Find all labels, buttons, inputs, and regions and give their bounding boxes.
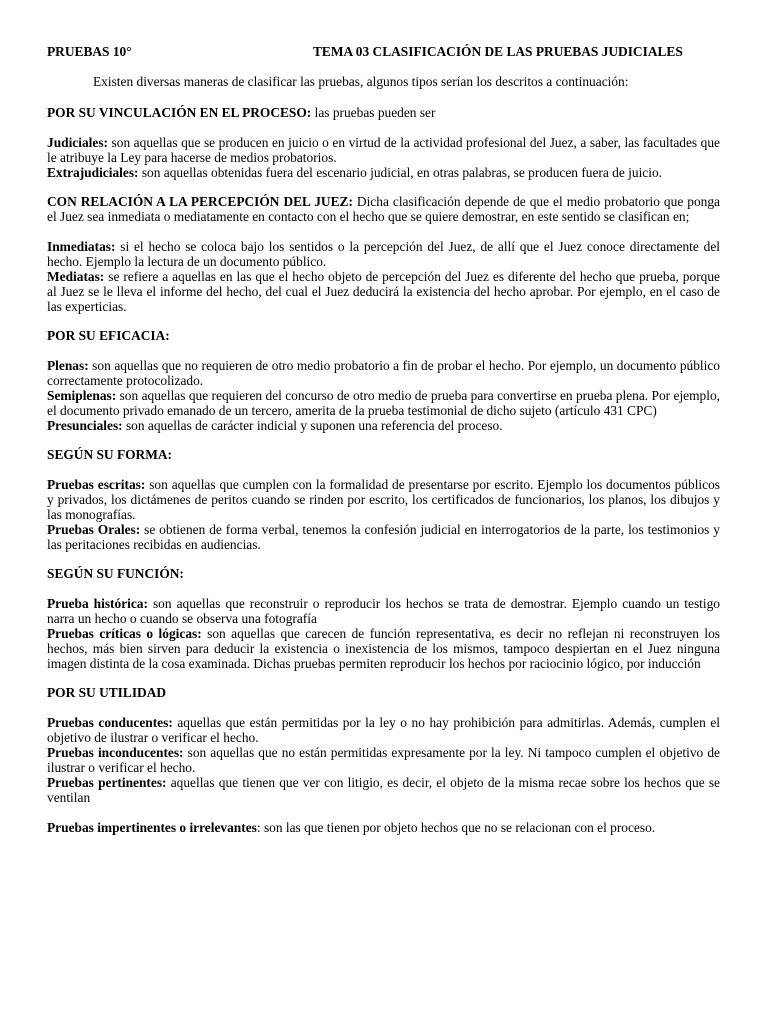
definition-term: Mediatas: (47, 269, 105, 284)
definition-item (47, 165, 720, 180)
definition-item (47, 626, 720, 671)
definition-item (47, 522, 720, 552)
section-utilidad-heading: POR SU UTILIDAD (47, 685, 167, 700)
definition-text: : son las que tienen por objeto hechos que no se relacionan con el proceso. (256, 820, 656, 835)
definition-term: Plenas: (47, 358, 89, 373)
definition-item (47, 745, 720, 775)
definition-term: Judiciales: (47, 135, 109, 150)
definition-term: Semiplenas: (47, 388, 117, 403)
definition-text: son aquellas que requieren del concurso de otro medio de prueba para convertirse en prueba plena. Por ejemplo, el documento privado emanado de un tercero, amerita de la prueba testimonial de dicho sujeto (artículo 431 CPC) (47, 388, 720, 418)
section-tail: las pruebas pueden ser (311, 105, 436, 120)
section-vinculacion-heading (47, 105, 720, 120)
definition-term: Pruebas pertinentes: (47, 775, 167, 790)
definition-text: aquellas que tienen que ver con litigio, es decir, el objeto de la misma recae sobre los hechos que se ventilan (47, 775, 721, 805)
definition-item (47, 135, 720, 165)
definition-text: son aquellas que carecen de función representativa, es decir no reflejan ni reconstruyen los hechos, más bien sirven para deducir la existencia o inexistencia de los mismos, tampoco despiertan en el Juez ninguna imagen distinta de la cosa examinada. Dichas pruebas permiten reproducir los hechos por raciocinio lógico, por inducción (47, 626, 720, 671)
definition-term: Pruebas conducentes: (47, 715, 173, 730)
section-percepcion-heading (47, 194, 720, 224)
definition-term: Inmediatas: (47, 239, 116, 254)
page-header (47, 44, 721, 60)
definition-term: Presunciales: (47, 418, 123, 433)
definition-text: son aquellas de carácter indicial y suponen una referencia del proceso. (122, 418, 503, 433)
definition-term: Prueba histórica: (47, 596, 148, 611)
definition-text: se obtienen de forma verbal, tenemos la confesión judicial en interrogatorios de la parte, los testimonios y las peritaciones recibidas en audiencias. (47, 522, 720, 552)
course-label: PRUEBAS 10° (47, 44, 132, 59)
section-funcion-heading: SEGÚN SU FUNCIÓN: (47, 566, 184, 581)
definition-item (47, 715, 720, 745)
definition-text: se refiere a aquellas en las que el hecho objeto de percepción del Juez es diferente del hecho que prueba, porque al Juez se le lleva el informe del hecho, del cual el Juez deducirá la existencia del hecho aprobar. Por ejemplo, en el caso de las experticias. (47, 269, 720, 314)
definition-text: son aquellas que reconstruir o reproducir los hechos se trata de demostrar. Ejemplo cuando un testigo narra un hecho o cuando se observa una fotografía (47, 596, 720, 626)
section-title: CON RELACIÓN A LA PERCEPCIÓN DEL JUEZ: (47, 194, 353, 209)
definition-item (47, 388, 720, 418)
definition-term: Pruebas Orales: (47, 522, 141, 537)
section-tail: Dicha clasificación depende de que el medio probatorio que ponga el Juez sea inmediata o mediatamente en contacto con el hecho que se quiere demostrar, en este sentido se clasifican en; (47, 194, 720, 224)
definition-text: son aquellas obtenidas fuera del escenario judicial, en otras palabras, se producen fuera de juicio. (138, 165, 663, 180)
definition-term: Pruebas escritas: (47, 477, 146, 492)
section-title: POR SU VINCULACIÓN EN EL PROCESO: (47, 105, 312, 120)
document-body (47, 74, 720, 835)
definition-text: son aquellas que no están permitidas expresamente por la ley. Ni tampoco cumplen el objetivo de ilustrar o verificar el hecho. (47, 745, 720, 775)
definition-item (47, 477, 720, 522)
definition-term: Pruebas críticas o lógicas: (47, 626, 202, 641)
definition-term: Pruebas impertinentes o irrelevantes (47, 820, 257, 835)
definition-item (47, 775, 720, 805)
definition-term: Extrajudiciales: (47, 165, 139, 180)
intro-paragraph: Existen diversas maneras de clasificar las pruebas, algunos tipos serían los descritos a continuación: (93, 74, 629, 89)
definition-text: son aquellas que cumplen con la formalidad de presentarse por escrito. Ejemplo los documentos públicos y privados, los dictámenes de peritos cuando se rinden por escrito, los certificados de funcionarios, los planos, los dibujos y las monografías. (47, 477, 720, 522)
definition-text: son aquellas que se producen en juicio o en virtud de la actividad profesional del Juez, a saber, las facultades que le atribuye la Ley para hacerse de medios probatorios. (47, 135, 720, 165)
paragraph-gap (47, 805, 720, 820)
definition-text: aquellas que están permitidas por la ley o no hay prohibición para admitirlas. Además, cumplen el objetivo de ilustrar o verificar el hecho. (47, 715, 720, 745)
definition-text: son aquellas que no requieren de otro medio probatorio a fin de probar el hecho. Por ejemplo, un documento público correctamente protocolizado. (47, 358, 720, 388)
section-forma-heading: SEGÚN SU FORMA: (47, 447, 172, 462)
definition-item (47, 358, 720, 388)
section-eficacia-heading: POR SU EFICACIA: (47, 328, 170, 343)
definition-item (47, 418, 720, 433)
definition-item (47, 820, 720, 835)
definition-text: si el hecho se coloca bajo los sentidos o la percepción del Juez, de allí que el Juez conoce directamente del hecho. Ejemplo la lectura de un documento público. (47, 239, 720, 269)
definition-item (47, 596, 720, 626)
definition-item (47, 269, 720, 314)
topic-title: TEMA 03 CLASIFICACIÓN DE LAS PRUEBAS JUDICIALES (313, 44, 683, 59)
definition-term: Pruebas inconducentes: (47, 745, 184, 760)
definition-item (47, 239, 720, 269)
